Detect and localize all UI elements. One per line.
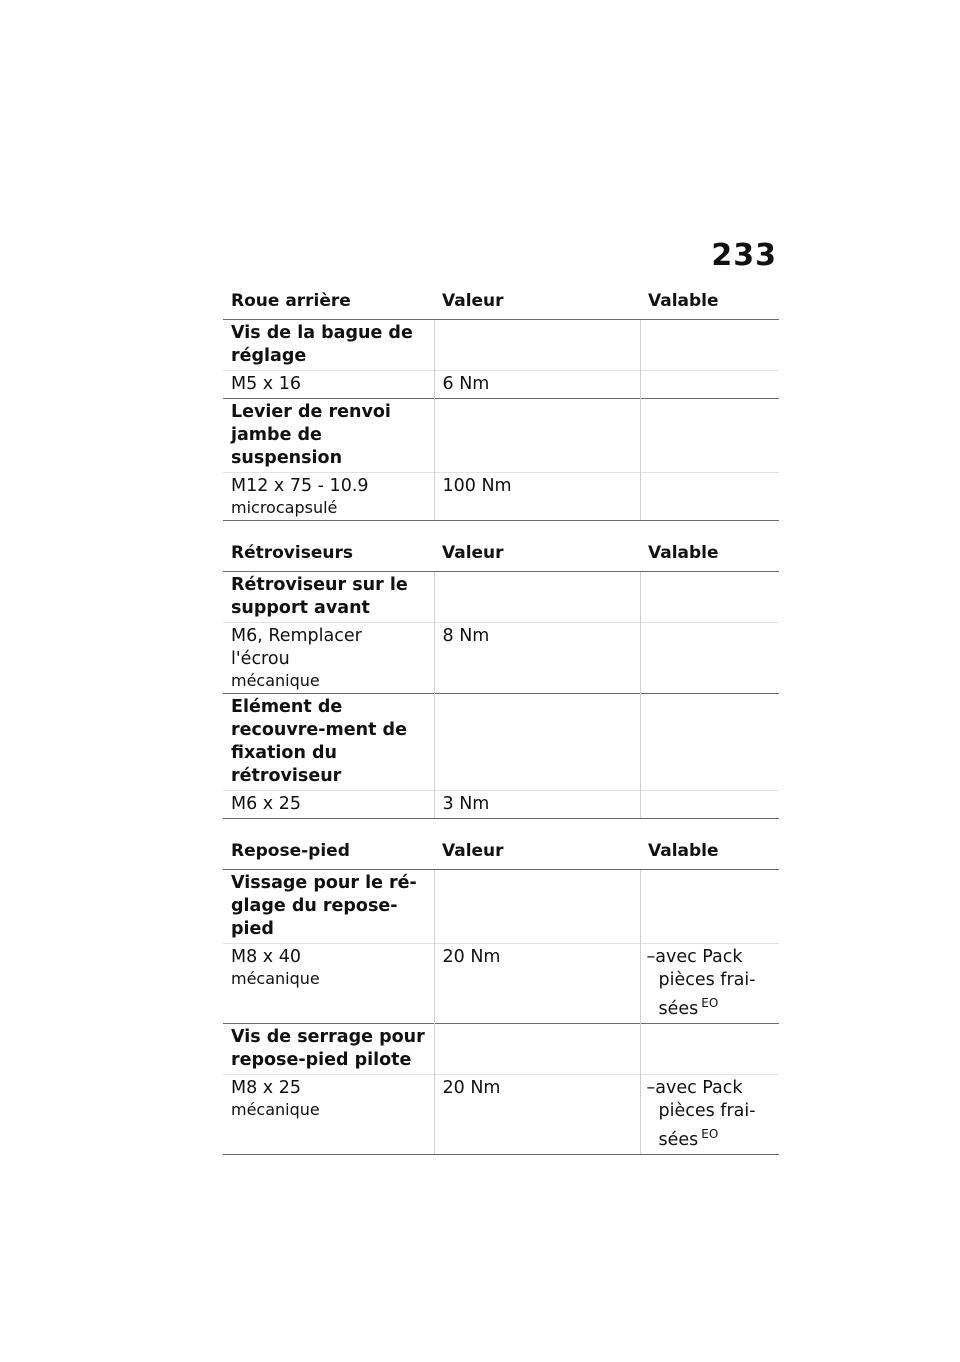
item-value-empty (434, 694, 640, 791)
table-row-spec (223, 1074, 779, 1154)
item-value-empty (434, 1023, 640, 1074)
item-valid-empty (640, 399, 779, 473)
valid-cell (640, 791, 779, 819)
spec-sub: microcapsulé (231, 498, 338, 517)
torque-value: 20 Nm (434, 944, 640, 1024)
valid-cell (640, 371, 779, 399)
table-header-row (223, 285, 779, 320)
table-row-item (223, 572, 779, 623)
spec-text: M8 x 40 (231, 947, 301, 967)
page-number: 233 (711, 238, 777, 273)
valid-superscript: EO (701, 1126, 719, 1141)
item-valid-empty (640, 870, 779, 944)
table-row-spec (223, 473, 779, 521)
spec-cell (223, 1074, 434, 1154)
item-label: Rétroviseur sur le support avant (223, 572, 434, 623)
table-row-item (223, 1023, 779, 1074)
torque-value: 20 Nm (434, 1074, 640, 1154)
item-valid-empty (640, 694, 779, 791)
valid-superscript: EO (701, 996, 719, 1010)
valid-cell (640, 1074, 779, 1154)
torque-value: 8 Nm (434, 623, 640, 694)
spec-cell (223, 473, 434, 521)
valid-cell (640, 944, 779, 1024)
torque-value: 100 Nm (434, 473, 640, 521)
table-header-row (223, 537, 779, 572)
spec-cell (223, 944, 434, 1024)
spec-text: M5 x 16 (231, 374, 301, 394)
item-valid-empty (640, 1023, 779, 1074)
spec-cell (223, 791, 434, 819)
item-valid-empty (640, 320, 779, 371)
spec-cell (223, 371, 434, 399)
column-header-valid: Valable (640, 835, 779, 870)
item-label: Vis de serrage pour repose-pied pilote (223, 1023, 434, 1074)
column-header-component: Rétroviseurs (223, 537, 434, 572)
item-label: Vis de la bague de réglage (223, 320, 434, 371)
table-row-spec (223, 371, 779, 399)
table-row-item (223, 694, 779, 791)
table-row-spec (223, 623, 779, 694)
item-value-empty (434, 572, 640, 623)
table-roue-arriere (223, 285, 779, 521)
column-header-component: Repose-pied (223, 835, 434, 870)
table-repose-pied (223, 835, 779, 1155)
item-value-empty (434, 320, 640, 371)
item-label: Levier de renvoi jambe de suspension (223, 399, 434, 473)
spec-sub: mécanique (231, 671, 320, 690)
table-header-row (223, 835, 779, 870)
item-valid-empty (640, 572, 779, 623)
valid-text: –avec Pack pièces frai-sées (646, 947, 756, 1019)
table-row-spec (223, 791, 779, 819)
spec-sub: mécanique (231, 969, 320, 988)
item-value-empty (434, 399, 640, 473)
spec-text: M8 x 25 (231, 1077, 301, 1098)
table-retroviseurs (223, 537, 779, 819)
item-label: Vissage pour le ré-glage du repose-pied (223, 870, 434, 944)
torque-value: 3 Nm (434, 791, 640, 819)
table-row-item (223, 399, 779, 473)
valid-cell (640, 473, 779, 521)
column-header-valid: Valable (640, 285, 779, 320)
valid-cell (640, 623, 779, 694)
spec-text: M6, Remplacer l'écrou (231, 626, 362, 669)
table-row-spec (223, 944, 779, 1024)
spec-text: M12 x 75 - 10.9 (231, 476, 369, 496)
column-header-value: Valeur (434, 537, 640, 572)
table-row-item (223, 320, 779, 371)
item-value-empty (434, 870, 640, 944)
column-header-component: Roue arrière (223, 285, 434, 320)
column-header-value: Valeur (434, 285, 640, 320)
table-row-item (223, 870, 779, 944)
column-header-valid: Valable (640, 537, 779, 572)
spec-text: M6 x 25 (231, 794, 301, 814)
torque-value: 6 Nm (434, 371, 640, 399)
column-header-value: Valeur (434, 835, 640, 870)
valid-text: –avec Pack pièces frai-sées (646, 1077, 756, 1150)
spec-cell (223, 623, 434, 694)
torque-tables (223, 285, 779, 1155)
item-label: Elément de recouvre-ment de fixation du rétroviseur (223, 694, 434, 791)
spec-sub: mécanique (231, 1099, 320, 1119)
